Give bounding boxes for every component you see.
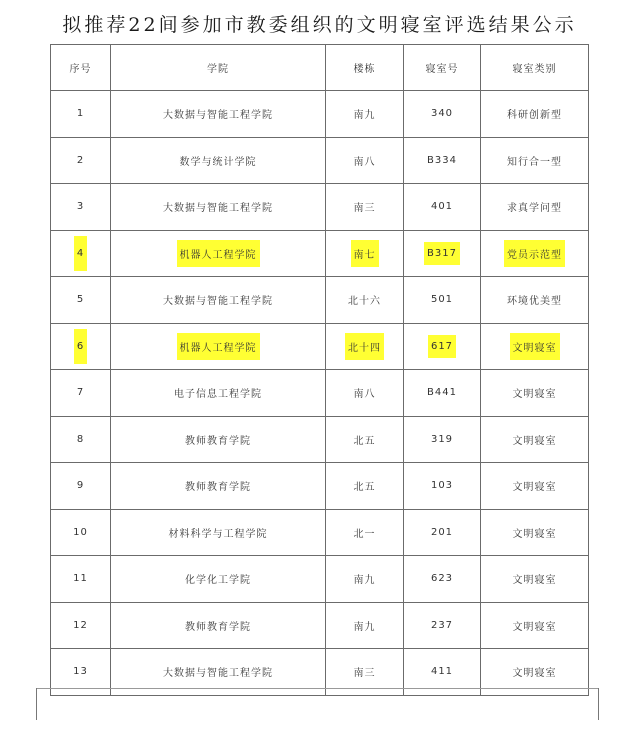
- cell-type: [481, 323, 589, 370]
- cell-room-highlighted-text: 617: [428, 335, 456, 358]
- header-room: 寝室号: [404, 45, 481, 91]
- cell-college-text: 教师教育学院: [185, 621, 251, 633]
- cell-room-text: B441: [427, 387, 457, 399]
- table-row: [51, 184, 589, 231]
- cell-no-text: 13: [73, 666, 88, 678]
- cell-type-highlighted-text: 党员示范型: [504, 240, 565, 267]
- cell-room: [404, 463, 481, 510]
- cell-type: [481, 416, 589, 463]
- cell-type-text: 文明寝室: [512, 575, 557, 587]
- cell-building-text: 北一: [353, 528, 376, 540]
- table-row: [51, 370, 589, 417]
- table-row: [51, 323, 589, 370]
- table-row: [51, 91, 589, 138]
- cell-no-text: 11: [73, 573, 88, 585]
- header-type: 寝室类别: [481, 45, 589, 91]
- cell-room-text: 501: [430, 294, 454, 306]
- cell-building-text: 南八: [353, 389, 376, 401]
- cell-no-highlighted-text: 4: [74, 236, 87, 271]
- cell-no-highlighted-text: 6: [74, 329, 87, 364]
- cell-room: [404, 137, 481, 184]
- table-row: [51, 556, 589, 603]
- cell-college: [111, 602, 326, 649]
- cell-college-text: 大数据与智能工程学院: [163, 668, 273, 680]
- cell-room-text: B334: [427, 154, 457, 166]
- cell-building-text: 南九: [353, 575, 376, 587]
- cell-type: [481, 91, 589, 138]
- cell-type: [481, 463, 589, 510]
- cell-room: [404, 91, 481, 138]
- cell-building-text: 南三: [353, 203, 376, 215]
- table-row: [51, 416, 589, 463]
- table-body: [51, 91, 589, 696]
- cell-type: [481, 602, 589, 649]
- cell-building: [326, 230, 404, 277]
- cell-no: [51, 602, 111, 649]
- cell-college-text: 教师教育学院: [185, 482, 251, 494]
- cell-room: [404, 416, 481, 463]
- cell-college: [111, 230, 326, 277]
- cell-building-text: 南九: [353, 621, 376, 633]
- cell-college: [111, 277, 326, 324]
- cell-building: [326, 370, 404, 417]
- cell-building: [326, 463, 404, 510]
- cell-building: [326, 137, 404, 184]
- cell-no: [51, 370, 111, 417]
- cell-building: [326, 91, 404, 138]
- cell-type-text: 文明寝室: [512, 621, 557, 633]
- cell-college-text: 数学与统计学院: [179, 156, 257, 168]
- cell-room: [404, 370, 481, 417]
- cell-type-text: 文明寝室: [512, 528, 557, 540]
- cell-no: [51, 137, 111, 184]
- cell-type: [481, 556, 589, 603]
- document-title: 拟推荐22间参加市教委组织的文明寝室评选结果公示: [62, 14, 577, 36]
- cell-type-highlighted-text: 文明寝室: [510, 333, 560, 360]
- table-row: [51, 137, 589, 184]
- page-right-margin-rule: [598, 688, 599, 720]
- results-table: [50, 44, 589, 696]
- cell-college-highlighted-text: 机器人工程学院: [177, 333, 260, 360]
- cell-college-text: 大数据与智能工程学院: [163, 296, 273, 308]
- cell-college-text: 大数据与智能工程学院: [163, 110, 273, 122]
- cell-room-text: 411: [430, 666, 454, 678]
- header-college: 学院: [111, 45, 326, 91]
- cell-college-highlighted-text: 机器人工程学院: [177, 240, 260, 267]
- cell-college: [111, 463, 326, 510]
- cell-no-text: 2: [76, 154, 85, 166]
- cell-type: [481, 509, 589, 556]
- table-row: [51, 602, 589, 649]
- table-row: [51, 277, 589, 324]
- cell-room: [404, 277, 481, 324]
- cell-type-text: 科研创新型: [507, 110, 562, 122]
- cell-no: [51, 416, 111, 463]
- cell-no-text: 7: [76, 387, 85, 399]
- header-row: [51, 45, 589, 91]
- cell-building: [326, 556, 404, 603]
- table-row: [51, 230, 589, 277]
- cell-college: [111, 323, 326, 370]
- cell-type-text: 求真学问型: [507, 203, 562, 215]
- cell-room-text: 237: [430, 619, 454, 631]
- cell-college-text: 化学化工学院: [185, 575, 251, 587]
- cell-no: [51, 323, 111, 370]
- cell-building: [326, 509, 404, 556]
- cell-room-text: 401: [430, 201, 454, 213]
- table-header: [51, 45, 589, 91]
- cell-no-text: 1: [76, 108, 85, 120]
- cell-college: [111, 416, 326, 463]
- cell-room-text: 103: [430, 480, 454, 492]
- cell-type-text: 文明寝室: [512, 389, 557, 401]
- cell-no: [51, 230, 111, 277]
- cell-building-highlighted-text: 南七: [351, 240, 379, 267]
- cell-college-text: 材料科学与工程学院: [168, 528, 268, 540]
- cell-type: [481, 230, 589, 277]
- cell-no: [51, 184, 111, 231]
- cell-building: [326, 323, 404, 370]
- cell-college-text: 教师教育学院: [185, 435, 251, 447]
- cell-building-text: 南九: [353, 110, 376, 122]
- page-bottom-edge: [36, 688, 599, 689]
- cell-no: [51, 91, 111, 138]
- cell-type-text: 知行合一型: [507, 156, 562, 168]
- cell-room: [404, 509, 481, 556]
- cell-building-text: 南三: [353, 668, 376, 680]
- cell-type: [481, 184, 589, 231]
- cell-room: [404, 184, 481, 231]
- cell-college: [111, 184, 326, 231]
- cell-room-text: 201: [430, 526, 454, 538]
- cell-room-text: 340: [430, 108, 454, 120]
- cell-no: [51, 556, 111, 603]
- cell-room-text: 623: [430, 573, 454, 585]
- table-row: [51, 509, 589, 556]
- cell-no-text: 12: [73, 619, 88, 631]
- cell-building-text: 南八: [353, 156, 376, 168]
- cell-college-text: 电子信息工程学院: [174, 389, 262, 401]
- cell-type: [481, 137, 589, 184]
- cell-building: [326, 184, 404, 231]
- cell-room: [404, 602, 481, 649]
- cell-type: [481, 277, 589, 324]
- cell-college-text: 大数据与智能工程学院: [163, 203, 273, 215]
- cell-building: [326, 416, 404, 463]
- cell-building-text: 北十六: [348, 296, 381, 308]
- cell-room: [404, 556, 481, 603]
- cell-no-text: 8: [76, 433, 85, 445]
- cell-no-text: 3: [76, 201, 85, 213]
- cell-college: [111, 137, 326, 184]
- cell-type-text: 文明寝室: [512, 482, 557, 494]
- cell-college: [111, 370, 326, 417]
- cell-building-text: 北五: [353, 435, 376, 447]
- cell-no: [51, 277, 111, 324]
- cell-building-text: 北五: [353, 482, 376, 494]
- header-building: 楼栋: [326, 45, 404, 91]
- cell-room: [404, 230, 481, 277]
- table-row: [51, 463, 589, 510]
- cell-type: [481, 370, 589, 417]
- cell-college: [111, 509, 326, 556]
- cell-college: [111, 91, 326, 138]
- cell-no-text: 5: [76, 294, 85, 306]
- cell-no-text: 10: [73, 526, 88, 538]
- page-left-margin-rule: [36, 688, 37, 720]
- cell-room-text: 319: [430, 433, 454, 445]
- cell-room: [404, 323, 481, 370]
- cell-no: [51, 463, 111, 510]
- cell-room-highlighted-text: B317: [424, 242, 460, 265]
- cell-building: [326, 602, 404, 649]
- cell-type-text: 环境优美型: [507, 296, 562, 308]
- cell-building: [326, 277, 404, 324]
- cell-type-text: 文明寝室: [512, 435, 557, 447]
- cell-building-highlighted-text: 北十四: [345, 333, 384, 360]
- header-no: 序号: [51, 45, 111, 91]
- cell-type-text: 文明寝室: [512, 668, 557, 680]
- cell-college: [111, 556, 326, 603]
- cell-no: [51, 509, 111, 556]
- cell-no-text: 9: [76, 480, 85, 492]
